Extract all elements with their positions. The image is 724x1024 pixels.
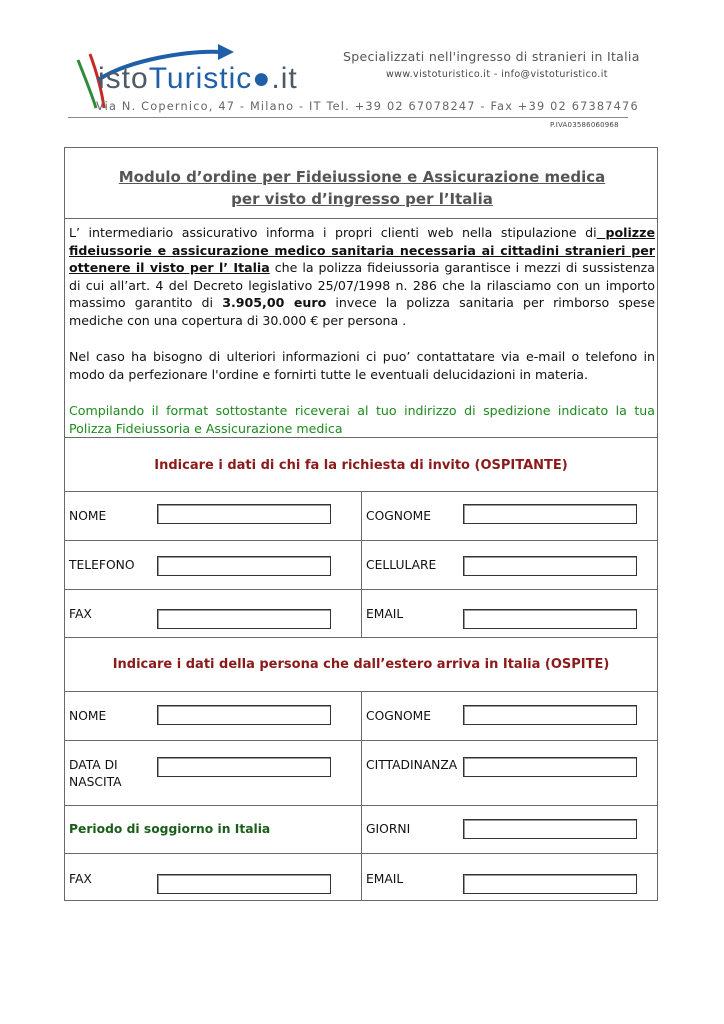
vat-number: P.IVA03586060968 (550, 121, 619, 129)
address-rule (68, 117, 628, 118)
host-nome-input[interactable] (157, 504, 331, 524)
guest-cittadinanza-label: CITTADINANZA (366, 758, 458, 772)
divider (65, 589, 657, 590)
guest-fax-input[interactable] (157, 874, 331, 894)
form-title-line2: per visto d’ingresso per l’Italia (231, 190, 493, 208)
guest-nascita-input[interactable] (157, 757, 331, 777)
host-cognome-input[interactable] (463, 504, 637, 524)
host-telefono-input[interactable] (157, 556, 331, 576)
info-paragraph: Nel caso ha bisogno di ulteriori informazioni ci puo’ contattatare via e-mail o telefono in modo da perfezionare l'ordine e fornirti tutte le eventuali delucidazioni in materia. (69, 349, 655, 382)
guest-giorni-label: GIORNI (366, 822, 411, 836)
contacts: www.vistoturistico.it - info@vistoturistico.it (386, 69, 608, 80)
order-form (64, 147, 658, 901)
guest-email-label: EMAIL (366, 872, 404, 886)
host-section-title: Indicare i dati di chi fa la richiesta di invito (OSPITANTE) (154, 458, 568, 473)
guest-fax-label: FAX (69, 872, 92, 886)
host-telefono-label: TELEFONO (69, 558, 135, 572)
host-fax-label: FAX (69, 607, 92, 621)
guest-nome-input[interactable] (157, 705, 331, 725)
letterhead (0, 0, 724, 140)
guest-section-title: Indicare i dati della persona che dall’estero arriva in Italia (OSPITE) (112, 657, 610, 672)
host-nome-label: NOME (69, 509, 107, 523)
form-title-line1: Modulo d’ordine per Fideiussione e Assicurazione medica (118, 168, 606, 186)
host-cellulare-label: CELLULARE (366, 558, 437, 572)
tagline: Specializzati nell'ingresso di stranieri in Italia (343, 49, 640, 64)
host-email-label: EMAIL (366, 607, 404, 621)
intro-paragraph: L’ intermediario assicurativo informa i propri clienti web nella stipulazione di polizze fideiussorie e assicurazione medico sanitaria necessaria ai cittadini stranieri per ottenere il visto per l’ Italia che la polizza fideiussoria garantisce i mezzi di sussistenza di cui all’art. 4 del Decreto legislativo 25/07/1998 n. 286 che la rilasciamo con un importo massimo garantito di 3.905,00 euro invece la polizza sanitaria per rimborso spese mediche con una copertura di 30.000 € per persona . (69, 225, 655, 328)
divider (65, 218, 657, 219)
divider (65, 853, 657, 854)
guest-nome-label: NOME (69, 709, 107, 723)
guest-cittadinanza-input[interactable] (463, 757, 637, 777)
form-title (65, 166, 659, 210)
guest-periodo-label: Periodo di soggiorno in Italia (69, 822, 271, 836)
host-email-input[interactable] (463, 609, 637, 629)
host-cognome-label: COGNOME (366, 509, 432, 523)
guest-cognome-label: COGNOME (366, 709, 432, 723)
host-cellulare-input[interactable] (463, 556, 637, 576)
guest-cognome-input[interactable] (463, 705, 637, 725)
divider (65, 805, 657, 806)
host-fax-input[interactable] (157, 609, 331, 629)
guest-nascita-label: DATA DI NASCITA (69, 758, 122, 789)
logo-wordmark: istoTuristic●.it (98, 62, 298, 95)
divider (65, 637, 657, 638)
address: Via N. Copernico, 47 - Milano - IT Tel. +39 02 67078247 - Fax +39 02 67387476 (96, 100, 639, 113)
guest-email-input[interactable] (463, 874, 637, 894)
divider (361, 691, 362, 901)
guest-giorni-input[interactable] (463, 819, 637, 839)
divider (361, 491, 362, 637)
divider (65, 540, 657, 541)
divider (65, 437, 657, 438)
instruction-paragraph: Compilando il format sottostante riceverai al tuo indirizzo di spedizione indicato la tua Polizza Fideiussoria e Assicurazione medica (69, 403, 655, 436)
divider (65, 740, 657, 741)
